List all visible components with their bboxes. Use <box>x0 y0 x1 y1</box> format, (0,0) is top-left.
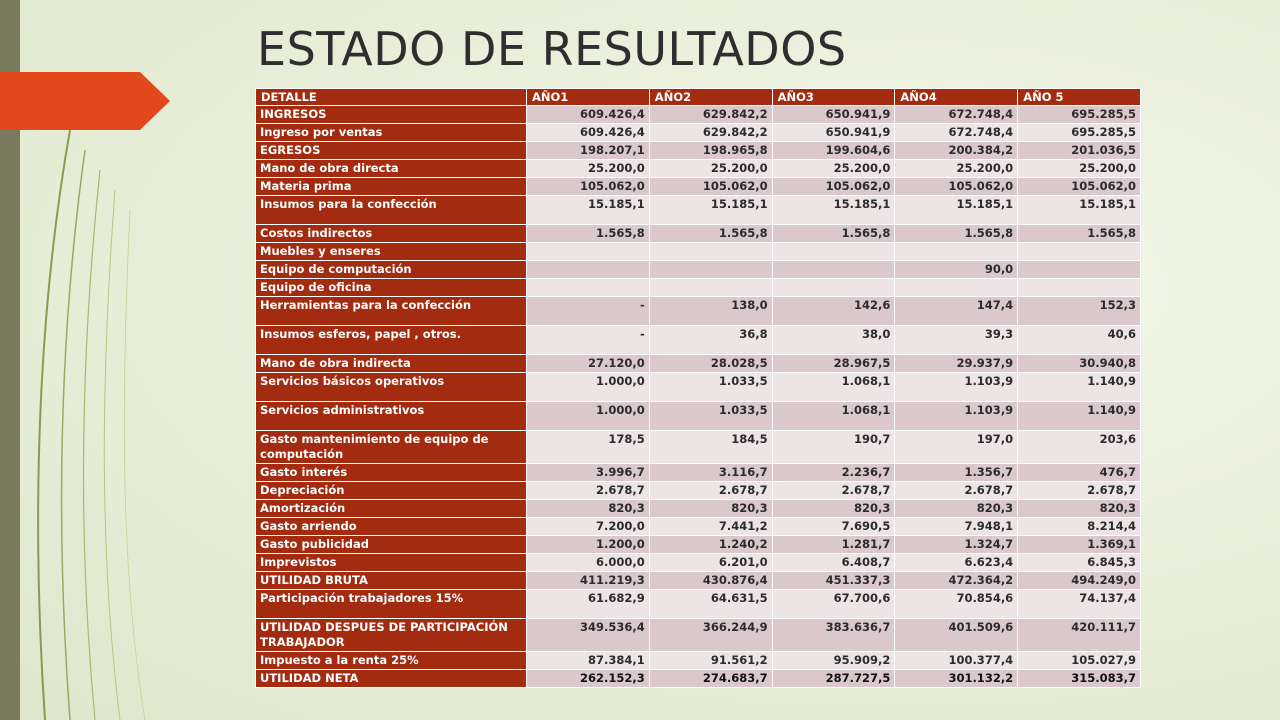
value-cell: 609.426,4 <box>527 124 650 142</box>
value-cell <box>649 243 772 261</box>
row-label: Muebles y enseres <box>256 243 527 261</box>
value-cell: 1.000,0 <box>527 402 650 431</box>
value-cell: 64.631,5 <box>649 590 772 619</box>
table-row <box>256 225 1141 243</box>
value-cell: 7.441,2 <box>649 518 772 536</box>
value-cell: 420.111,7 <box>1018 619 1141 652</box>
table-row <box>256 500 1141 518</box>
value-cell: 70.854,6 <box>895 590 1018 619</box>
value-cell: 2.678,7 <box>527 482 650 500</box>
value-cell: 430.876,4 <box>649 572 772 590</box>
value-cell: 629.842,2 <box>649 124 772 142</box>
income-statement-table <box>255 88 1141 688</box>
value-cell: 411.219,3 <box>527 572 650 590</box>
value-cell: 1.324,7 <box>895 536 1018 554</box>
value-cell: 190,7 <box>772 431 895 464</box>
value-cell: 39,3 <box>895 326 1018 355</box>
row-label: UTILIDAD DESPUES DE PARTICIPACIÓN TRABAJADOR <box>256 619 527 652</box>
value-cell: 1.068,1 <box>772 402 895 431</box>
value-cell: 87.384,1 <box>527 652 650 670</box>
column-header: DETALLE <box>256 89 527 106</box>
table-row <box>256 536 1141 554</box>
table-row <box>256 279 1141 297</box>
value-cell <box>772 243 895 261</box>
table-header-row <box>256 89 1141 106</box>
value-cell: 349.536,4 <box>527 619 650 652</box>
value-cell: 138,0 <box>649 297 772 326</box>
table-row <box>256 373 1141 402</box>
value-cell: 200.384,2 <box>895 142 1018 160</box>
value-cell: 287.727,5 <box>772 670 895 688</box>
value-cell: 2.678,7 <box>772 482 895 500</box>
value-cell <box>527 279 650 297</box>
table-row <box>256 518 1141 536</box>
row-label: Equipo de oficina <box>256 279 527 297</box>
row-label: EGRESOS <box>256 142 527 160</box>
row-label: Imprevistos <box>256 554 527 572</box>
value-cell: 1.140,9 <box>1018 373 1141 402</box>
value-cell: 820,3 <box>1018 500 1141 518</box>
value-cell: 6.623,4 <box>895 554 1018 572</box>
value-cell: 142,6 <box>772 297 895 326</box>
value-cell <box>1018 243 1141 261</box>
row-label: Costos indirectos <box>256 225 527 243</box>
value-cell: 197,0 <box>895 431 1018 464</box>
value-cell: 29.937,9 <box>895 355 1018 373</box>
value-cell <box>649 279 772 297</box>
value-cell: 1.240,2 <box>649 536 772 554</box>
value-cell: 203,6 <box>1018 431 1141 464</box>
value-cell: 383.636,7 <box>772 619 895 652</box>
table-row <box>256 619 1141 652</box>
value-cell: 7.948,1 <box>895 518 1018 536</box>
value-cell: 695.285,5 <box>1018 106 1141 124</box>
value-cell: 1.565,8 <box>772 225 895 243</box>
value-cell: 1.033,5 <box>649 402 772 431</box>
value-cell: 274.683,7 <box>649 670 772 688</box>
value-cell <box>895 279 1018 297</box>
value-cell: 6.201,0 <box>649 554 772 572</box>
value-cell: 1.200,0 <box>527 536 650 554</box>
value-cell: 650.941,9 <box>772 124 895 142</box>
value-cell: 472.364,2 <box>895 572 1018 590</box>
value-cell: 1.068,1 <box>772 373 895 402</box>
table-row <box>256 243 1141 261</box>
value-cell: 61.682,9 <box>527 590 650 619</box>
value-cell: 147,4 <box>895 297 1018 326</box>
value-cell: 820,3 <box>649 500 772 518</box>
value-cell: 67.700,6 <box>772 590 895 619</box>
value-cell: 609.426,4 <box>527 106 650 124</box>
value-cell: 1.565,8 <box>1018 225 1141 243</box>
value-cell: 15.185,1 <box>527 196 650 225</box>
value-cell: 15.185,1 <box>772 196 895 225</box>
value-cell: 2.678,7 <box>649 482 772 500</box>
row-label: Insumos para la confección <box>256 196 527 225</box>
value-cell: 3.996,7 <box>527 464 650 482</box>
value-cell <box>772 279 895 297</box>
table-row <box>256 124 1141 142</box>
value-cell <box>527 243 650 261</box>
value-cell: 15.185,1 <box>895 196 1018 225</box>
value-cell: 30.940,8 <box>1018 355 1141 373</box>
value-cell: 401.509,6 <box>895 619 1018 652</box>
page-title: ESTADO DE RESULTADOS <box>257 22 847 76</box>
value-cell: 3.116,7 <box>649 464 772 482</box>
value-cell: 36,8 <box>649 326 772 355</box>
table-row <box>256 670 1141 688</box>
value-cell: 184,5 <box>649 431 772 464</box>
value-cell: 672.748,4 <box>895 106 1018 124</box>
value-cell: 366.244,9 <box>649 619 772 652</box>
table-row <box>256 402 1141 431</box>
row-label: Mano de obra directa <box>256 160 527 178</box>
value-cell: 1.356,7 <box>895 464 1018 482</box>
value-cell: 178,5 <box>527 431 650 464</box>
value-cell: 105.027,9 <box>1018 652 1141 670</box>
value-cell: 1.033,5 <box>649 373 772 402</box>
value-cell: 105.062,0 <box>649 178 772 196</box>
table-row <box>256 464 1141 482</box>
value-cell: 25.200,0 <box>649 160 772 178</box>
value-cell: 95.909,2 <box>772 652 895 670</box>
value-cell: 494.249,0 <box>1018 572 1141 590</box>
value-cell <box>1018 261 1141 279</box>
value-cell <box>1018 279 1141 297</box>
value-cell: 100.377,4 <box>895 652 1018 670</box>
value-cell: 40,6 <box>1018 326 1141 355</box>
row-label: Servicios administrativos <box>256 402 527 431</box>
row-label: Mano de obra indirecta <box>256 355 527 373</box>
value-cell: 105.062,0 <box>1018 178 1141 196</box>
row-label: Depreciación <box>256 482 527 500</box>
value-cell: 7.200,0 <box>527 518 650 536</box>
table-row <box>256 355 1141 373</box>
value-cell: 198.207,1 <box>527 142 650 160</box>
column-header: AÑO 5 <box>1018 89 1141 106</box>
value-cell: 1.565,8 <box>649 225 772 243</box>
row-label: Herramientas para la confección <box>256 297 527 326</box>
value-cell: 28.967,5 <box>772 355 895 373</box>
table-row <box>256 160 1141 178</box>
table-row <box>256 196 1141 225</box>
column-header: AÑO3 <box>772 89 895 106</box>
value-cell: 820,3 <box>527 500 650 518</box>
value-cell: 315.083,7 <box>1018 670 1141 688</box>
table-row <box>256 554 1141 572</box>
value-cell: 1.000,0 <box>527 373 650 402</box>
table-row <box>256 652 1141 670</box>
value-cell: - <box>527 297 650 326</box>
value-cell: 25.200,0 <box>772 160 895 178</box>
value-cell: 1.103,9 <box>895 402 1018 431</box>
value-cell: 15.185,1 <box>1018 196 1141 225</box>
value-cell: 6.408,7 <box>772 554 895 572</box>
value-cell: 476,7 <box>1018 464 1141 482</box>
row-label: Equipo de computación <box>256 261 527 279</box>
value-cell: 1.281,7 <box>772 536 895 554</box>
table-row <box>256 590 1141 619</box>
value-cell: 2.236,7 <box>772 464 895 482</box>
value-cell: 27.120,0 <box>527 355 650 373</box>
row-label: Insumos esferos, papel , otros. <box>256 326 527 355</box>
table-row <box>256 106 1141 124</box>
value-cell: 201.036,5 <box>1018 142 1141 160</box>
table-row <box>256 572 1141 590</box>
row-label: Servicios básicos operativos <box>256 373 527 402</box>
value-cell: 105.062,0 <box>772 178 895 196</box>
row-label: Gasto mantenimiento de equipo de computación <box>256 431 527 464</box>
row-label: UTILIDAD NETA <box>256 670 527 688</box>
table-row <box>256 482 1141 500</box>
value-cell: 1.565,8 <box>527 225 650 243</box>
table-row <box>256 142 1141 160</box>
row-label: INGRESOS <box>256 106 527 124</box>
value-cell: 25.200,0 <box>1018 160 1141 178</box>
value-cell: - <box>527 326 650 355</box>
value-cell <box>649 261 772 279</box>
value-cell: 1.103,9 <box>895 373 1018 402</box>
value-cell: 695.285,5 <box>1018 124 1141 142</box>
value-cell: 15.185,1 <box>649 196 772 225</box>
value-cell: 820,3 <box>895 500 1018 518</box>
value-cell: 91.561,2 <box>649 652 772 670</box>
value-cell: 8.214,4 <box>1018 518 1141 536</box>
value-cell: 1.140,9 <box>1018 402 1141 431</box>
value-cell: 262.152,3 <box>527 670 650 688</box>
value-cell: 199.604,6 <box>772 142 895 160</box>
row-label: Gasto interés <box>256 464 527 482</box>
value-cell: 7.690,5 <box>772 518 895 536</box>
table-row <box>256 178 1141 196</box>
value-cell: 6.845,3 <box>1018 554 1141 572</box>
row-label: Materia prima <box>256 178 527 196</box>
value-cell: 38,0 <box>772 326 895 355</box>
value-cell: 28.028,5 <box>649 355 772 373</box>
value-cell: 198.965,8 <box>649 142 772 160</box>
row-label: Participación trabajadores 15% <box>256 590 527 619</box>
value-cell: 2.678,7 <box>895 482 1018 500</box>
value-cell: 25.200,0 <box>895 160 1018 178</box>
value-cell <box>527 261 650 279</box>
table-row <box>256 261 1141 279</box>
value-cell <box>772 261 895 279</box>
value-cell: 301.132,2 <box>895 670 1018 688</box>
row-label: Ingreso por ventas <box>256 124 527 142</box>
column-header: AÑO4 <box>895 89 1018 106</box>
value-cell: 451.337,3 <box>772 572 895 590</box>
value-cell: 650.941,9 <box>772 106 895 124</box>
row-label: UTILIDAD BRUTA <box>256 572 527 590</box>
value-cell: 1.369,1 <box>1018 536 1141 554</box>
row-label: Amortización <box>256 500 527 518</box>
value-cell <box>895 243 1018 261</box>
value-cell: 105.062,0 <box>895 178 1018 196</box>
value-cell: 629.842,2 <box>649 106 772 124</box>
value-cell: 25.200,0 <box>527 160 650 178</box>
value-cell: 820,3 <box>772 500 895 518</box>
value-cell: 672.748,4 <box>895 124 1018 142</box>
column-header: AÑO1 <box>527 89 650 106</box>
table-row <box>256 431 1141 464</box>
value-cell: 90,0 <box>895 261 1018 279</box>
column-header: AÑO2 <box>649 89 772 106</box>
table-row <box>256 326 1141 355</box>
value-cell: 105.062,0 <box>527 178 650 196</box>
row-label: Gasto publicidad <box>256 536 527 554</box>
value-cell: 152,3 <box>1018 297 1141 326</box>
row-label: Impuesto a la renta 25% <box>256 652 527 670</box>
arrow-shape <box>0 72 170 130</box>
table-row <box>256 297 1141 326</box>
value-cell: 1.565,8 <box>895 225 1018 243</box>
value-cell: 2.678,7 <box>1018 482 1141 500</box>
row-label: Gasto arriendo <box>256 518 527 536</box>
value-cell: 74.137,4 <box>1018 590 1141 619</box>
value-cell: 6.000,0 <box>527 554 650 572</box>
